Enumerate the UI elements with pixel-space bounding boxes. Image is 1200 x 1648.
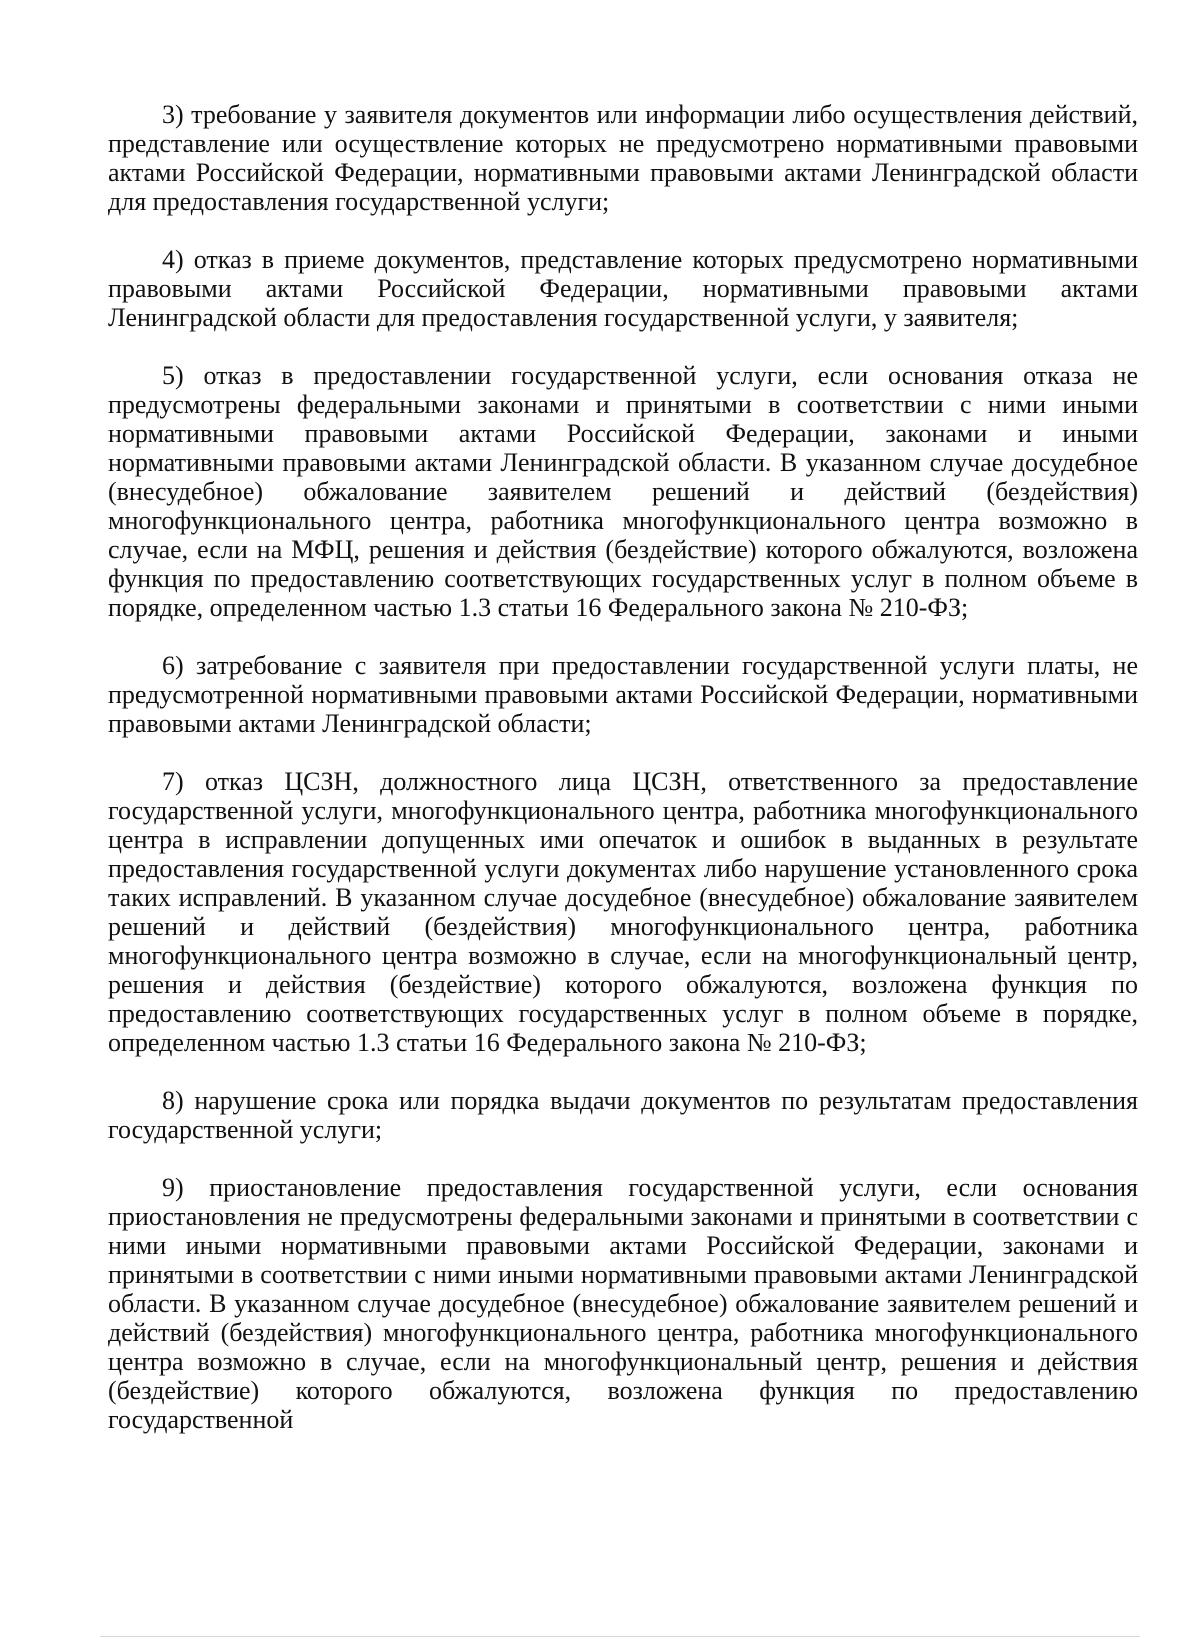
paragraph-item-9: 9) приостановление предоставления государственной услуги, если основания приостановления не предусмотрены федеральными законами и принятыми в соответствии с ними иными нормативными правовыми актами Российской Федерации, законами и принятыми в соответствии с ними иными нормативными правовыми актами Ленинградской области. В указанном случае досудебное (внесудебное) обжалование заявителем решений и действий (бездействия) многофункционального центра, работника многофункционального центра возможно в случае, если на многофункциональный центр, решения и действия (бездействие) которого обжалуются, возложена функция по предоставлению государственной [108,1173,1138,1434]
page-bottom-edge [100,1636,1140,1637]
paragraph-item-7: 7) отказ ЦСЗН, должностного лица ЦСЗН, ответственного за предоставление государственной услуги, многофункционального центра, работника многофункционального центра в исправлении допущенных ими опечаток и ошибок в выданных в результате предоставления государственной услуги документах либо нарушение установленного срока таких исправлений. В указанном случае досудебное (внесудебное) обжалование заявителем решений и действий (бездействия) многофункционального центра, работника многофункционального центра возможно в случае, если на многофункциональный центр, решения и действия (бездействие) которого обжалуются, возложена функция по предоставлению соответствующих государственных услуг в полном объеме в порядке, определенном частью 1.3 статьи 16 Федерального закона № 210-ФЗ; [108,767,1138,1057]
paragraph-item-5: 5) отказ в предоставлении государственной услуги, если основания отказа не предусмотрены федеральными законами и принятыми в соответствии с ними иными нормативными правовыми актами Российской Федерации, законами и иными нормативными правовыми актами Ленинградской области. В указанном случае досудебное (внесудебное) обжалование заявителем решений и действий (бездействия) многофункционального центра, работника многофункционального центра возможно в случае, если на МФЦ, решения и действия (бездействие) которого обжалуются, возложена функция по предоставлению соответствующих государственных услуг в полном объеме в порядке, определенном частью 1.3 статьи 16 Федерального закона № 210-ФЗ; [108,361,1138,622]
paragraph-item-3: 3) требование у заявителя документов или информации либо осуществления действий, представление или осуществление которых не предусмотрено нормативными правовыми актами Российской Федерации, нормативными правовыми актами Ленинградской области для предоставления государственной услуги; [108,100,1138,216]
paragraph-item-6: 6) затребование с заявителя при предоставлении государственной услуги платы, не предусмотренной нормативными правовыми актами Российской Федерации, нормативными правовыми актами Ленинградской области; [108,651,1138,738]
document-body [108,100,1138,1463]
paragraph-item-8: 8) нарушение срока или порядка выдачи документов по результатам предоставления государственной услуги; [108,1086,1138,1144]
paragraph-item-4: 4) отказ в приеме документов, представление которых предусмотрено нормативными правовыми актами Российской Федерации, нормативными правовыми актами Ленинградской области для предоставления государственной услуги, у заявителя; [108,245,1138,332]
